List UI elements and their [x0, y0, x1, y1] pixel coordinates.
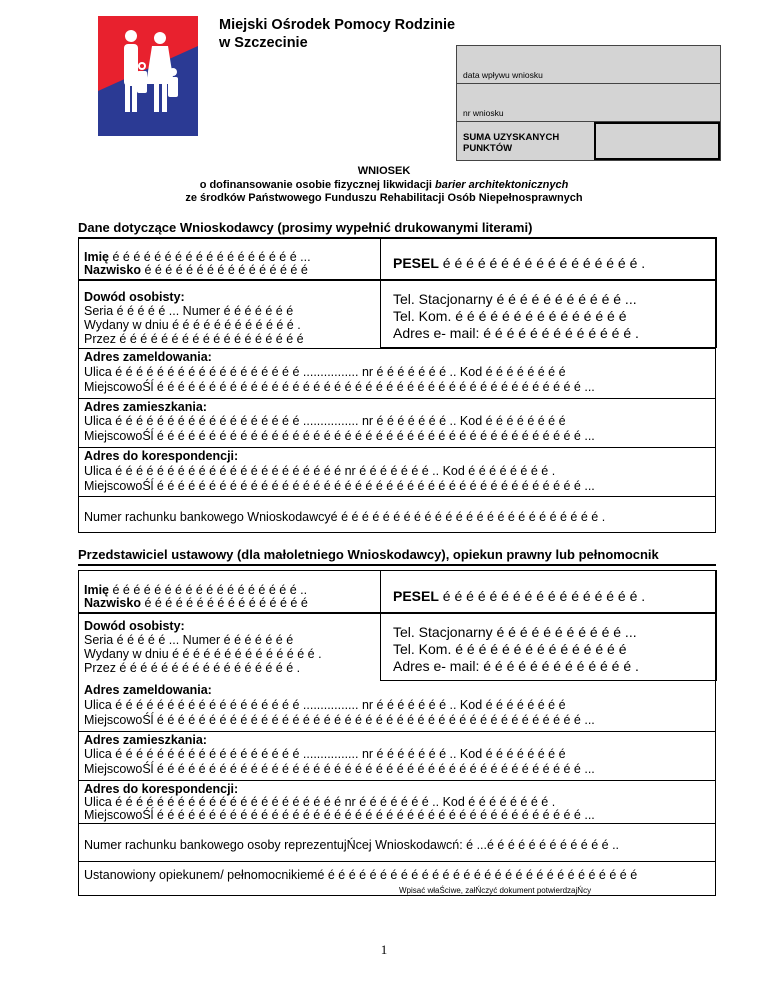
org-line-1: Miejski Ośrodek Pomocy Rodzinie	[219, 17, 456, 33]
title-line-2-b: barier architektonicznych	[435, 178, 569, 191]
rep-correspondence-address-label: Adres do korespondencji:	[84, 782, 239, 796]
rep-id-series-number-field[interactable]: Seria é é é é é ... Numer é é é é é é é	[84, 633, 294, 647]
id-issued-by-field[interactable]: Przez é é é é é é é é é é é é é é é é é é	[84, 332, 304, 346]
page-number: 1	[380, 942, 388, 957]
divider	[79, 447, 715, 448]
email-field[interactable]: Adres e- mail: é é é é é é é é é é é é é .	[393, 325, 639, 341]
id-issued-date-field[interactable]: Wydany w dniu é é é é é é é é é é é é .	[84, 318, 301, 332]
rep-bank-account-field[interactable]: Numer rachunku bankowego osoby reprezentujŃcej Wnioskodawcń: é ...é é é é é é é é é é é é ..	[84, 838, 620, 852]
rep-last-name-field[interactable]	[84, 596, 308, 610]
rep-registered-address-label: Adres zameldowania:	[84, 683, 212, 697]
rep-residence-street-field[interactable]: Ulica é é é é é é é é é é é é é é é é é é ................ nr é é é é é é é .. Kod é é é é é é é é	[84, 747, 566, 761]
landline-phone-field[interactable]: Tel. Stacjonarny é é é é é é é é é é é ...	[393, 291, 637, 307]
rep-registered-city-field[interactable]: MiejscowoŚĺ é é é é é é é é é é é é é é é é é é é é é é é é é é é é é é é é é é é é é é é é é ...	[84, 713, 595, 727]
organization-name	[219, 16, 455, 52]
divider	[79, 780, 715, 781]
document-title	[0, 165, 768, 206]
rep-mobile-phone-field[interactable]: Tel. Kom. é é é é é é é é é é é é é é é	[393, 641, 627, 657]
title-line-1: WNIOSEK	[357, 165, 411, 177]
rep-last-name-label: Nazwisko	[84, 596, 141, 610]
representative-section-heading: Przedstawiciel ustawowy (dla małoletniego Wnioskodawcy), opiekun prawny lub pełnomocnik	[78, 547, 659, 562]
divider	[79, 280, 715, 281]
applicant-form	[78, 237, 716, 533]
representative-form	[78, 570, 716, 896]
rep-residence-city-field[interactable]: MiejscowoŚĺ é é é é é é é é é é é é é é é é é é é é é é é é é é é é é é é é é é é é é é é é é ...	[84, 762, 595, 776]
application-number-label: nr wniosku	[463, 108, 504, 118]
divider	[79, 823, 715, 824]
rep-correspondence-street-field[interactable]: Ulica é é é é é é é é é é é é é é é é é é é é é é nr é é é é é é é .. Kod é é é é é é é é .	[84, 795, 556, 809]
registered-street-field[interactable]: Ulica é é é é é é é é é é é é é é é é é é ................ nr é é é é é é é .. Kod é é é é é é é é	[84, 365, 566, 379]
correspondence-city-field[interactable]: MiejscowoŚĺ é é é é é é é é é é é é é é é é é é é é é é é é é é é é é é é é é é é é é é é é é ...	[84, 479, 595, 493]
points-sum-label-2: PUNKTÓW	[463, 143, 513, 154]
bank-account-field[interactable]: Numer rachunku bankowego Wnioskodawcyé é é é é é é é é é é é é é é é é é é é é é é é é é .	[84, 510, 606, 524]
org-line-2: w Szczecinie	[219, 35, 308, 51]
first-name-dots: é é é é é é é é é é é é é é é é é é ...	[109, 250, 311, 264]
divider	[79, 496, 715, 497]
last-name-dots: é é é é é é é é é é é é é é é é	[140, 263, 308, 277]
rep-first-name-field[interactable]	[84, 583, 307, 597]
guardian-note: Wpisać właŚciwe, załŃczyć dokument potwierdzajŃcy	[399, 886, 592, 895]
id-series-number-field[interactable]: Seria é é é é é ... Numer é é é é é é é	[84, 304, 294, 318]
rep-residence-address-label: Adres zamieszkania:	[84, 733, 207, 747]
rep-id-issued-by-field[interactable]: Przez é é é é é é é é é é é é é é é é é .	[84, 661, 301, 675]
points-sum-label-1: SUMA UZYSKANYCH	[463, 132, 560, 143]
pesel-field[interactable]	[393, 256, 645, 270]
divider	[79, 861, 715, 862]
rep-correspondence-city-field[interactable]: MiejscowoŚĺ é é é é é é é é é é é é é é é é é é é é é é é é é é é é é é é é é é é é é é é é é ...	[84, 808, 595, 822]
rep-pesel-dots: é é é é é é é é é é é é é é é é é .	[438, 588, 646, 604]
pesel-label: PESEL	[393, 255, 439, 271]
title-line-2	[0, 179, 768, 193]
family-logo	[98, 16, 198, 136]
rep-pesel-label: PESEL	[393, 588, 439, 604]
divider	[79, 348, 715, 349]
applicant-section-heading: Dane dotyczące Wnioskodawcy (prosimy wypełnić drukowanymi literami)	[78, 220, 533, 235]
points-sum-label	[463, 132, 593, 154]
rep-first-name-label: Imię	[84, 583, 110, 597]
registered-address-label: Adres zameldowania:	[84, 350, 212, 364]
title-line-3: ze środków Państwowego Funduszu Rehabilitacji Osób Niepełnosprawnych	[185, 192, 583, 204]
last-name-label: Nazwisko	[84, 263, 141, 277]
date-received-label: data wpływu wniosku	[463, 70, 543, 80]
pesel-dots: é é é é é é é é é é é é é é é é é .	[438, 255, 646, 271]
title-line-2-a: o dofinansowanie osobie fizycznej likwidacji	[199, 178, 436, 191]
correspondence-street-field[interactable]: Ulica é é é é é é é é é é é é é é é é é é é é é é nr é é é é é é é .. Kod é é é é é é é é .	[84, 464, 556, 478]
application-number-field	[457, 84, 720, 122]
rep-pesel-field[interactable]	[393, 589, 645, 603]
id-card-label: Dowód osobisty:	[84, 290, 185, 304]
divider	[79, 731, 715, 732]
representative-section-rule	[78, 564, 716, 566]
last-name-field[interactable]	[84, 263, 308, 277]
date-received-field	[457, 46, 720, 84]
mobile-phone-field[interactable]: Tel. Kom. é é é é é é é é é é é é é é é	[393, 308, 627, 324]
first-name-label: Imię	[84, 250, 110, 264]
residence-address-label: Adres zamieszkania:	[84, 400, 207, 414]
guardian-appointed-field[interactable]: Ustanowiony opiekunem/ pełnomocnikiemé é é é é é é é é é é é é é é é é é é é é é é é é é é é é é é	[84, 868, 638, 882]
points-sum-field	[457, 122, 720, 160]
correspondence-address-label: Adres do korespondencji:	[84, 449, 239, 463]
rep-id-card-label: Dowód osobisty:	[84, 619, 185, 633]
rep-landline-phone-field[interactable]: Tel. Stacjonarny é é é é é é é é é é é ...	[393, 624, 637, 640]
residence-street-field[interactable]: Ulica é é é é é é é é é é é é é é é é é é ................ nr é é é é é é é .. Kod é é é é é é é é	[84, 414, 566, 428]
rep-last-name-dots: é é é é é é é é é é é é é é é é	[140, 596, 308, 610]
registered-city-field[interactable]: MiejscowoŚĺ é é é é é é é é é é é é é é é é é é é é é é é é é é é é é é é é é é é é é é é é é ...	[84, 380, 595, 394]
divider	[79, 398, 715, 399]
residence-city-field[interactable]: MiejscowoŚĺ é é é é é é é é é é é é é é é é é é é é é é é é é é é é é é é é é é é é é é é é é ...	[84, 429, 595, 443]
rep-email-field[interactable]: Adres e- mail: é é é é é é é é é é é é é .	[393, 658, 639, 674]
divider	[79, 613, 715, 614]
registry-box	[456, 45, 721, 161]
first-name-field[interactable]	[84, 250, 311, 264]
points-sum-box[interactable]	[594, 122, 720, 160]
rep-registered-street-field[interactable]: Ulica é é é é é é é é é é é é é é é é é é ................ nr é é é é é é é .. Kod é é é é é é é é	[84, 698, 566, 712]
rep-id-issued-date-field[interactable]: Wydany w dniu é é é é é é é é é é é é é é .	[84, 647, 322, 661]
rep-first-name-dots: é é é é é é é é é é é é é é é é é é ..	[109, 583, 308, 597]
